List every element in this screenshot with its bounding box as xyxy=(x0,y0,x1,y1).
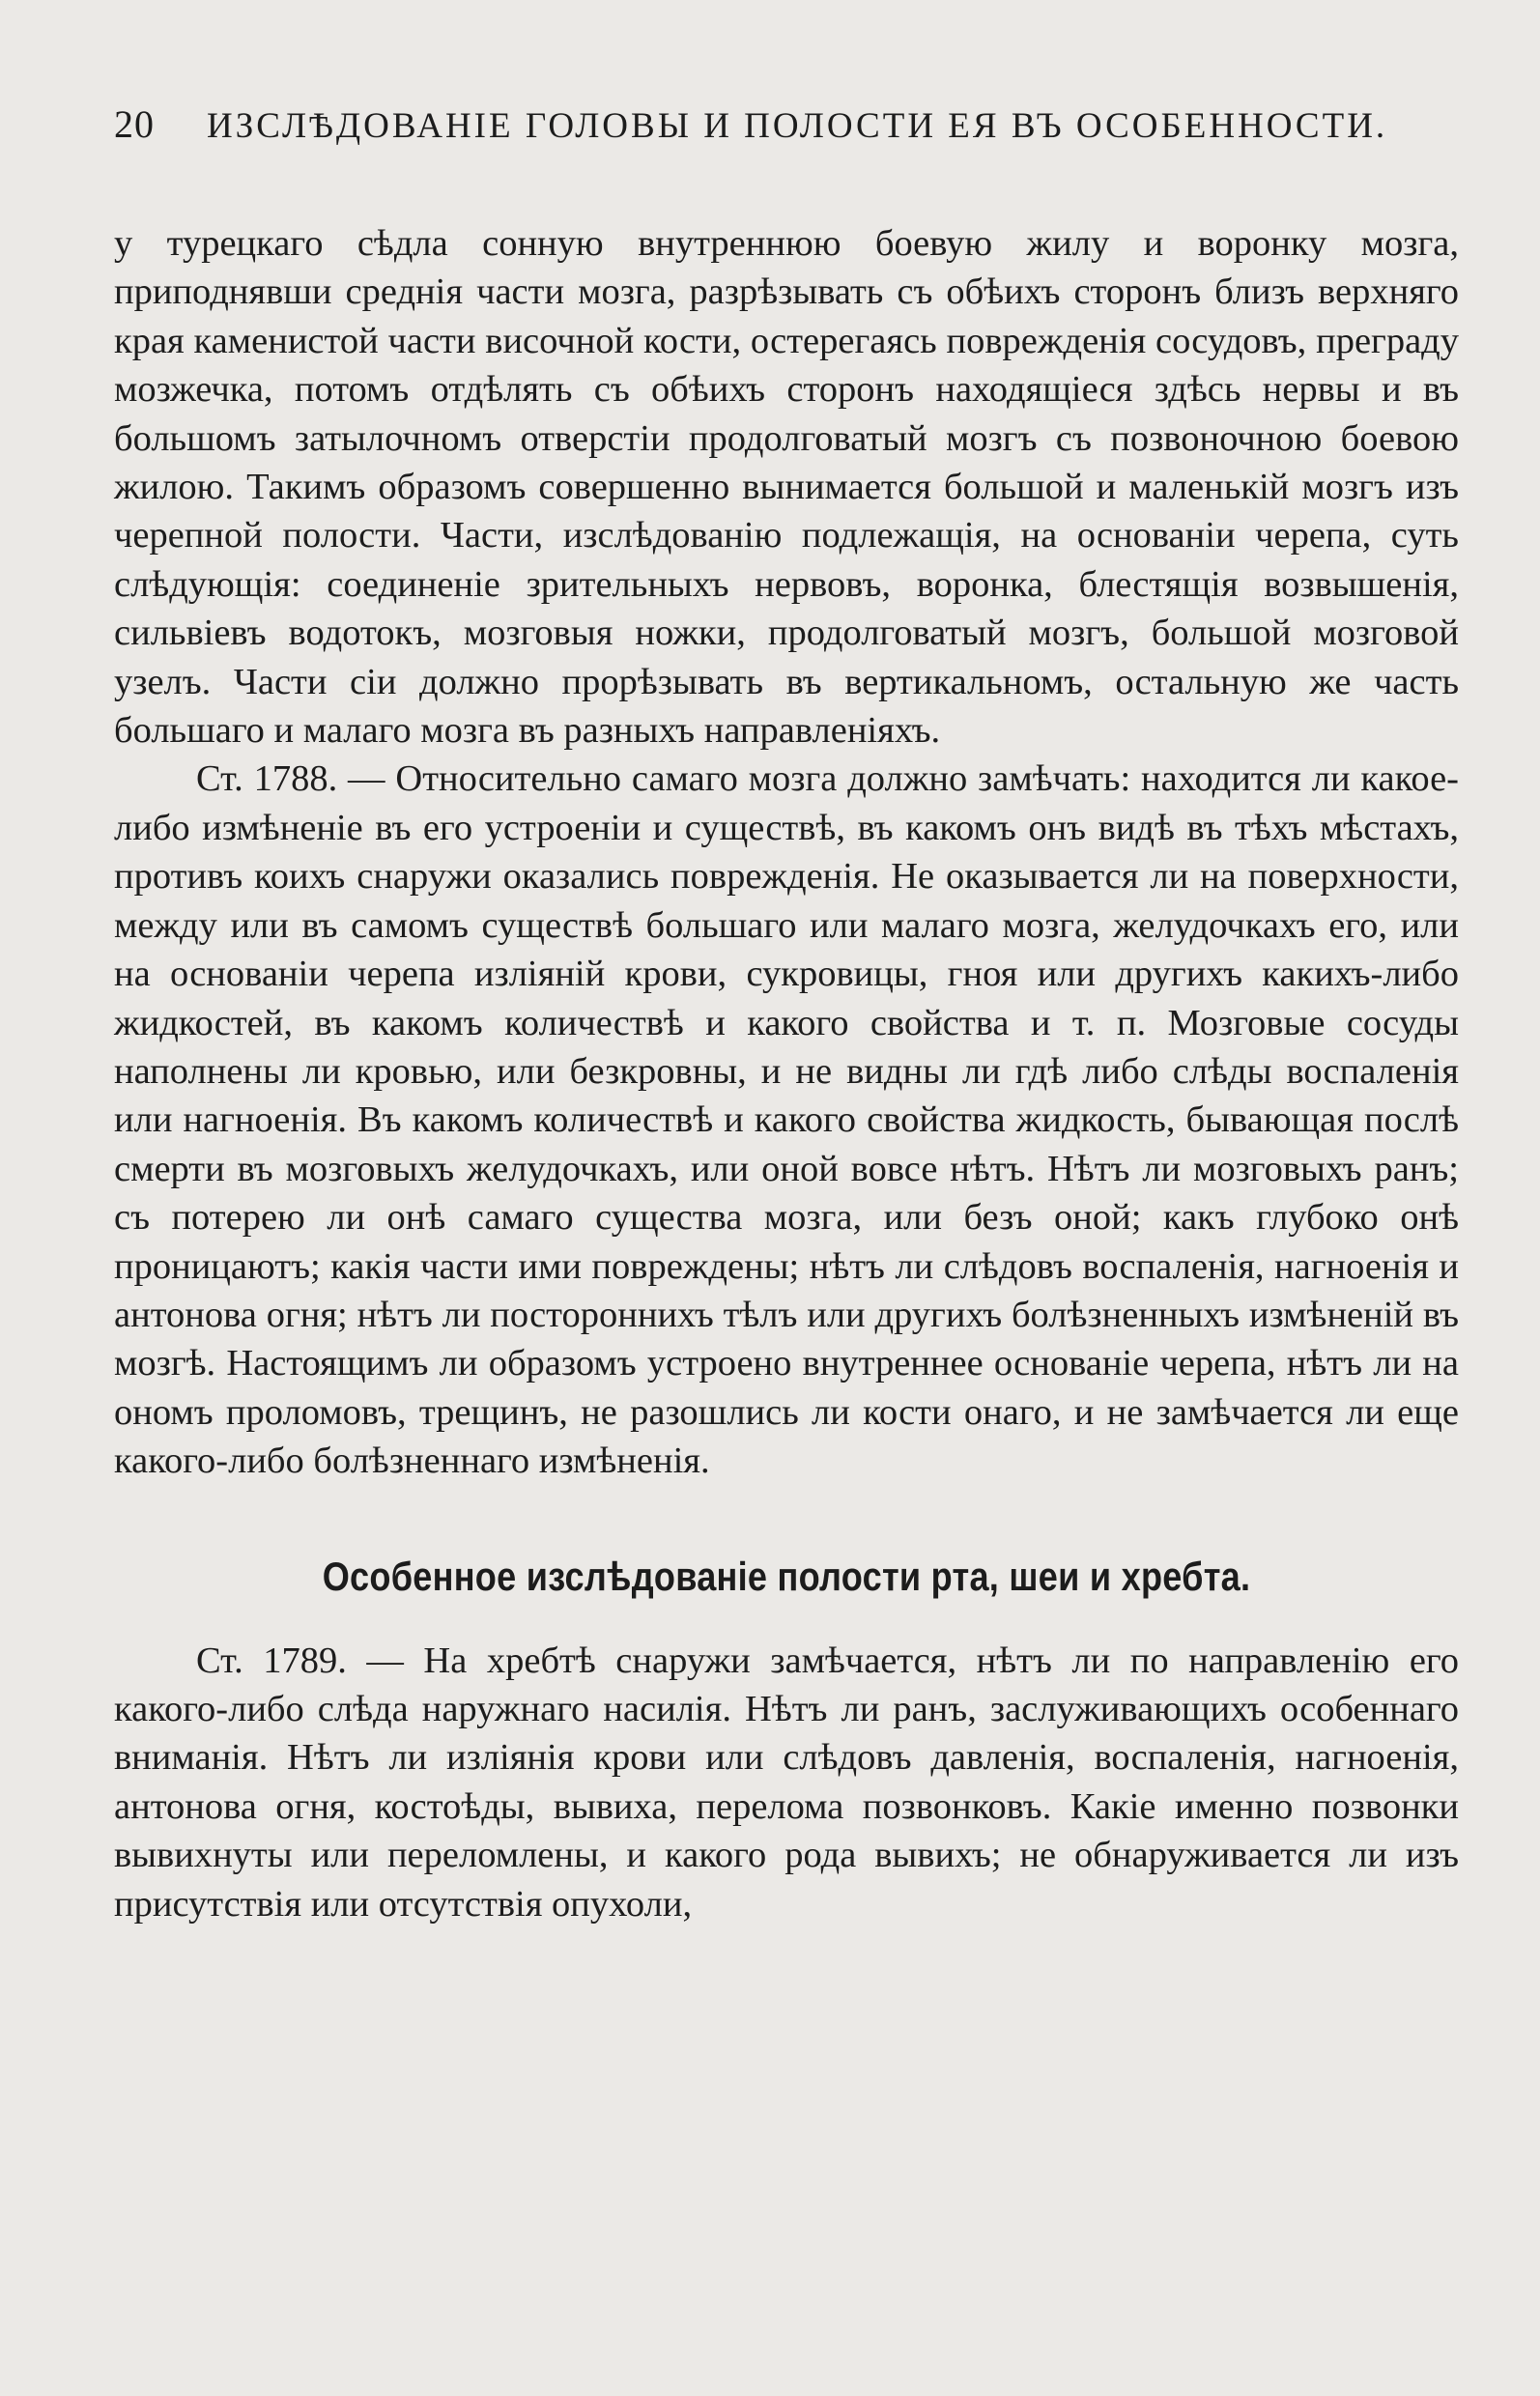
main-text xyxy=(114,219,1459,1486)
paragraph-article-1789: Ст. 1789. — На хребтѣ снаружи замѣчается, нѣтъ ли по направленію его какого-либо слѣда наружнаго насилія. Нѣтъ ли ранъ, заслуживающихъ особеннаго вниманія. Нѣтъ ли изліянія крови или слѣдовъ давленія, воспаленія, нагноенія, антонова огня, костоѣды, вывиха, перелома позвонковъ. Какіе именно позвонки вывихнуты или переломлены, и какого рода вывихъ; не обнаруживается ли изъ присутствія или отсутствія опухоли, xyxy=(114,1640,1459,1925)
running-header xyxy=(114,101,1459,159)
paragraph-article-1788: Ст. 1788. — Относительно самаго мозга должно замѣчать: находится ли какое-либо измѣненіе въ его устроеніи и существѣ, въ какомъ онъ видѣ въ тѣхъ мѣстахъ, противъ коихъ снаружи оказались поврежденія. Не оказывается ли на поверхности, между или въ самомъ существѣ большаго или малаго мозга, желудочкахъ его, или на основаніи черепа изліяній крови, сукровицы, гноя или другихъ какихъ-либо жидкостей, въ какомъ количествѣ и какого свойства и т. п. Мозговые сосуды наполнены ли кровью, или безкровны, и не видны ли гдѣ либо слѣды воспаленія или нагноенія. Въ какомъ количествѣ и какого свойства жидкость, бывающая послѣ смерти въ мозговыхъ желудочкахъ, или оной вовсе нѣтъ. Нѣтъ ли мозговыхъ ранъ; съ потерею ли онѣ самаго существа мозга, или безъ оной; какъ глубоко онѣ проницаютъ; какія части ими повреждены; нѣтъ ли слѣдовъ воспаленія, нагноенія и антонова огня; нѣтъ ли постороннихъ тѣлъ или другихъ болѣзненныхъ измѣненій въ мозгѣ. Настоящимъ ли образомъ устроено внутреннее основаніе черепа, нѣтъ ли на ономъ проломовъ, трещинъ, не разошлись ли кости онаго, и не замѣчается ли еще какого-либо болѣзненнаго измѣненія. xyxy=(114,758,1459,1482)
paragraph-continuation: у турецкаго сѣдла сонную внутреннюю боевую жилу и воронку мозга, приподнявши среднія части мозга, разрѣзывать съ обѣихъ сторонъ близъ верхняго края каменистой части височной кости, остерегаясь поврежденія сосудовъ, преграду мозжечка, потомъ отдѣлять съ обѣихъ сторонъ находящіеся здѣсь нервы и въ большомъ затылочномъ отверстіи продолговатый мозгъ съ позвоночною боевою жилою. Такимъ образомъ совершенно вынимается большой и маленькій мозгъ изъ черепной полости. Части, изслѣдованію подлежащія, на основаніи черепа, суть слѣдующія: соединеніе зрительныхъ нервовъ, воронка, блестящія возвышенія, сильвіевъ водотокъ, мозговыя ножки, продолговатый мозгъ, большой мозговой узелъ. Части сіи должно прорѣзывать въ вертикальномъ, остальную же часть большаго и малаго мозга въ разныхъ направленіяхъ. xyxy=(114,223,1459,752)
page-number: 20 xyxy=(114,102,155,146)
section-text xyxy=(114,1637,1459,1928)
section-heading: Особенное изслѣдованіе полости рта, шеи и хребта. xyxy=(322,1553,1251,1599)
running-title: ИЗСЛѢДОВАНІЕ ГОЛОВЫ И ПОЛОСТИ ЕЯ ВЪ ОСОБЕННОСТИ. xyxy=(207,106,1388,146)
